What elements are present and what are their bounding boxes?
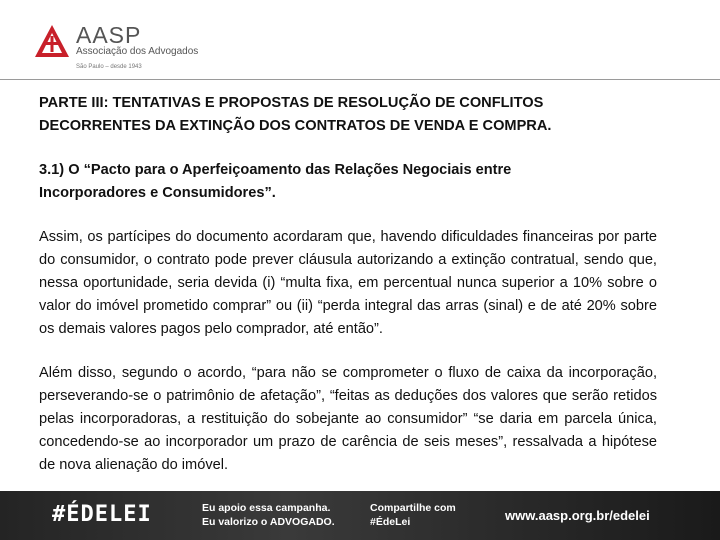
section-title-line: PARTE III: TENTATIVAS E PROPOSTAS DE RESOLUÇÃO DE CONFLITOS [39, 95, 544, 111]
paragraph-1: Assim, os partícipes do documento acordaram que, havendo dificuldades financeiras por parte do consumidor, o contrato pode prever cláusula autorizando a extinção contratual, sendo que, nessa oportunidade, seria devida (i) “multa fixa, em percentual nunca superior a 10% sobre o valor do imóvel prometido comprar” ou (ii) “perda integral das arras (sinal) e de até 20% sobre os demais valores pagos pelo comprador, até então”. [39, 229, 657, 337]
campaign-url-link[interactable]: www.aasp.org.br/edelei [505, 508, 650, 523]
share-line-1: Compartilhe com [370, 502, 456, 514]
share-line-2: #ÉdeLei [370, 516, 411, 528]
section-title-line: DECORRENTES DA EXTINÇÃO DOS CONTRATOS DE VENDA E COMPRA. [39, 118, 552, 134]
brand-name: AASP [76, 22, 142, 48]
campaign-banner [0, 491, 720, 540]
campaign-line-2-emphasis: ADVOGADO. [269, 516, 335, 528]
subsection-title-line: Incorporadores e Consumidores”. [39, 185, 276, 201]
subsection-title-line: 3.1) O “Pacto para o Aperfeiçoamento das Relações Negociais entre [39, 162, 512, 178]
paragraph-2: Além disso, segundo o acordo, “para não se comprometer o fluxo de caixa da incorporação, perseverando-se o patrimônio de afetação”, “feitas as deduções dos valores que serão retidos pelas incorporadoras, a restituição do sobejante ao consumidor” “se daria em parcela única, concedendo-se ao incorporador um prazo de carência de seis meses”, ressalvada a hipótese de nova alienação do imóvel. [39, 365, 657, 473]
document-body [39, 92, 657, 498]
subsection-title [39, 159, 657, 205]
section-title [39, 92, 657, 138]
campaign-line-1: Eu apoio essa campanha. [202, 502, 331, 514]
brand-subtitle: Associação dos Advogados [76, 46, 199, 57]
page-header [0, 0, 720, 82]
campaign-line-2 [202, 516, 335, 528]
header-divider [0, 79, 720, 80]
brand-since: São Paulo – desde 1943 [76, 64, 142, 70]
campaign-line-2-prefix: Eu valorizo o [202, 516, 270, 528]
campaign-hashtag: #ÉDELEI [52, 502, 152, 527]
aasp-logo-icon [34, 24, 70, 58]
